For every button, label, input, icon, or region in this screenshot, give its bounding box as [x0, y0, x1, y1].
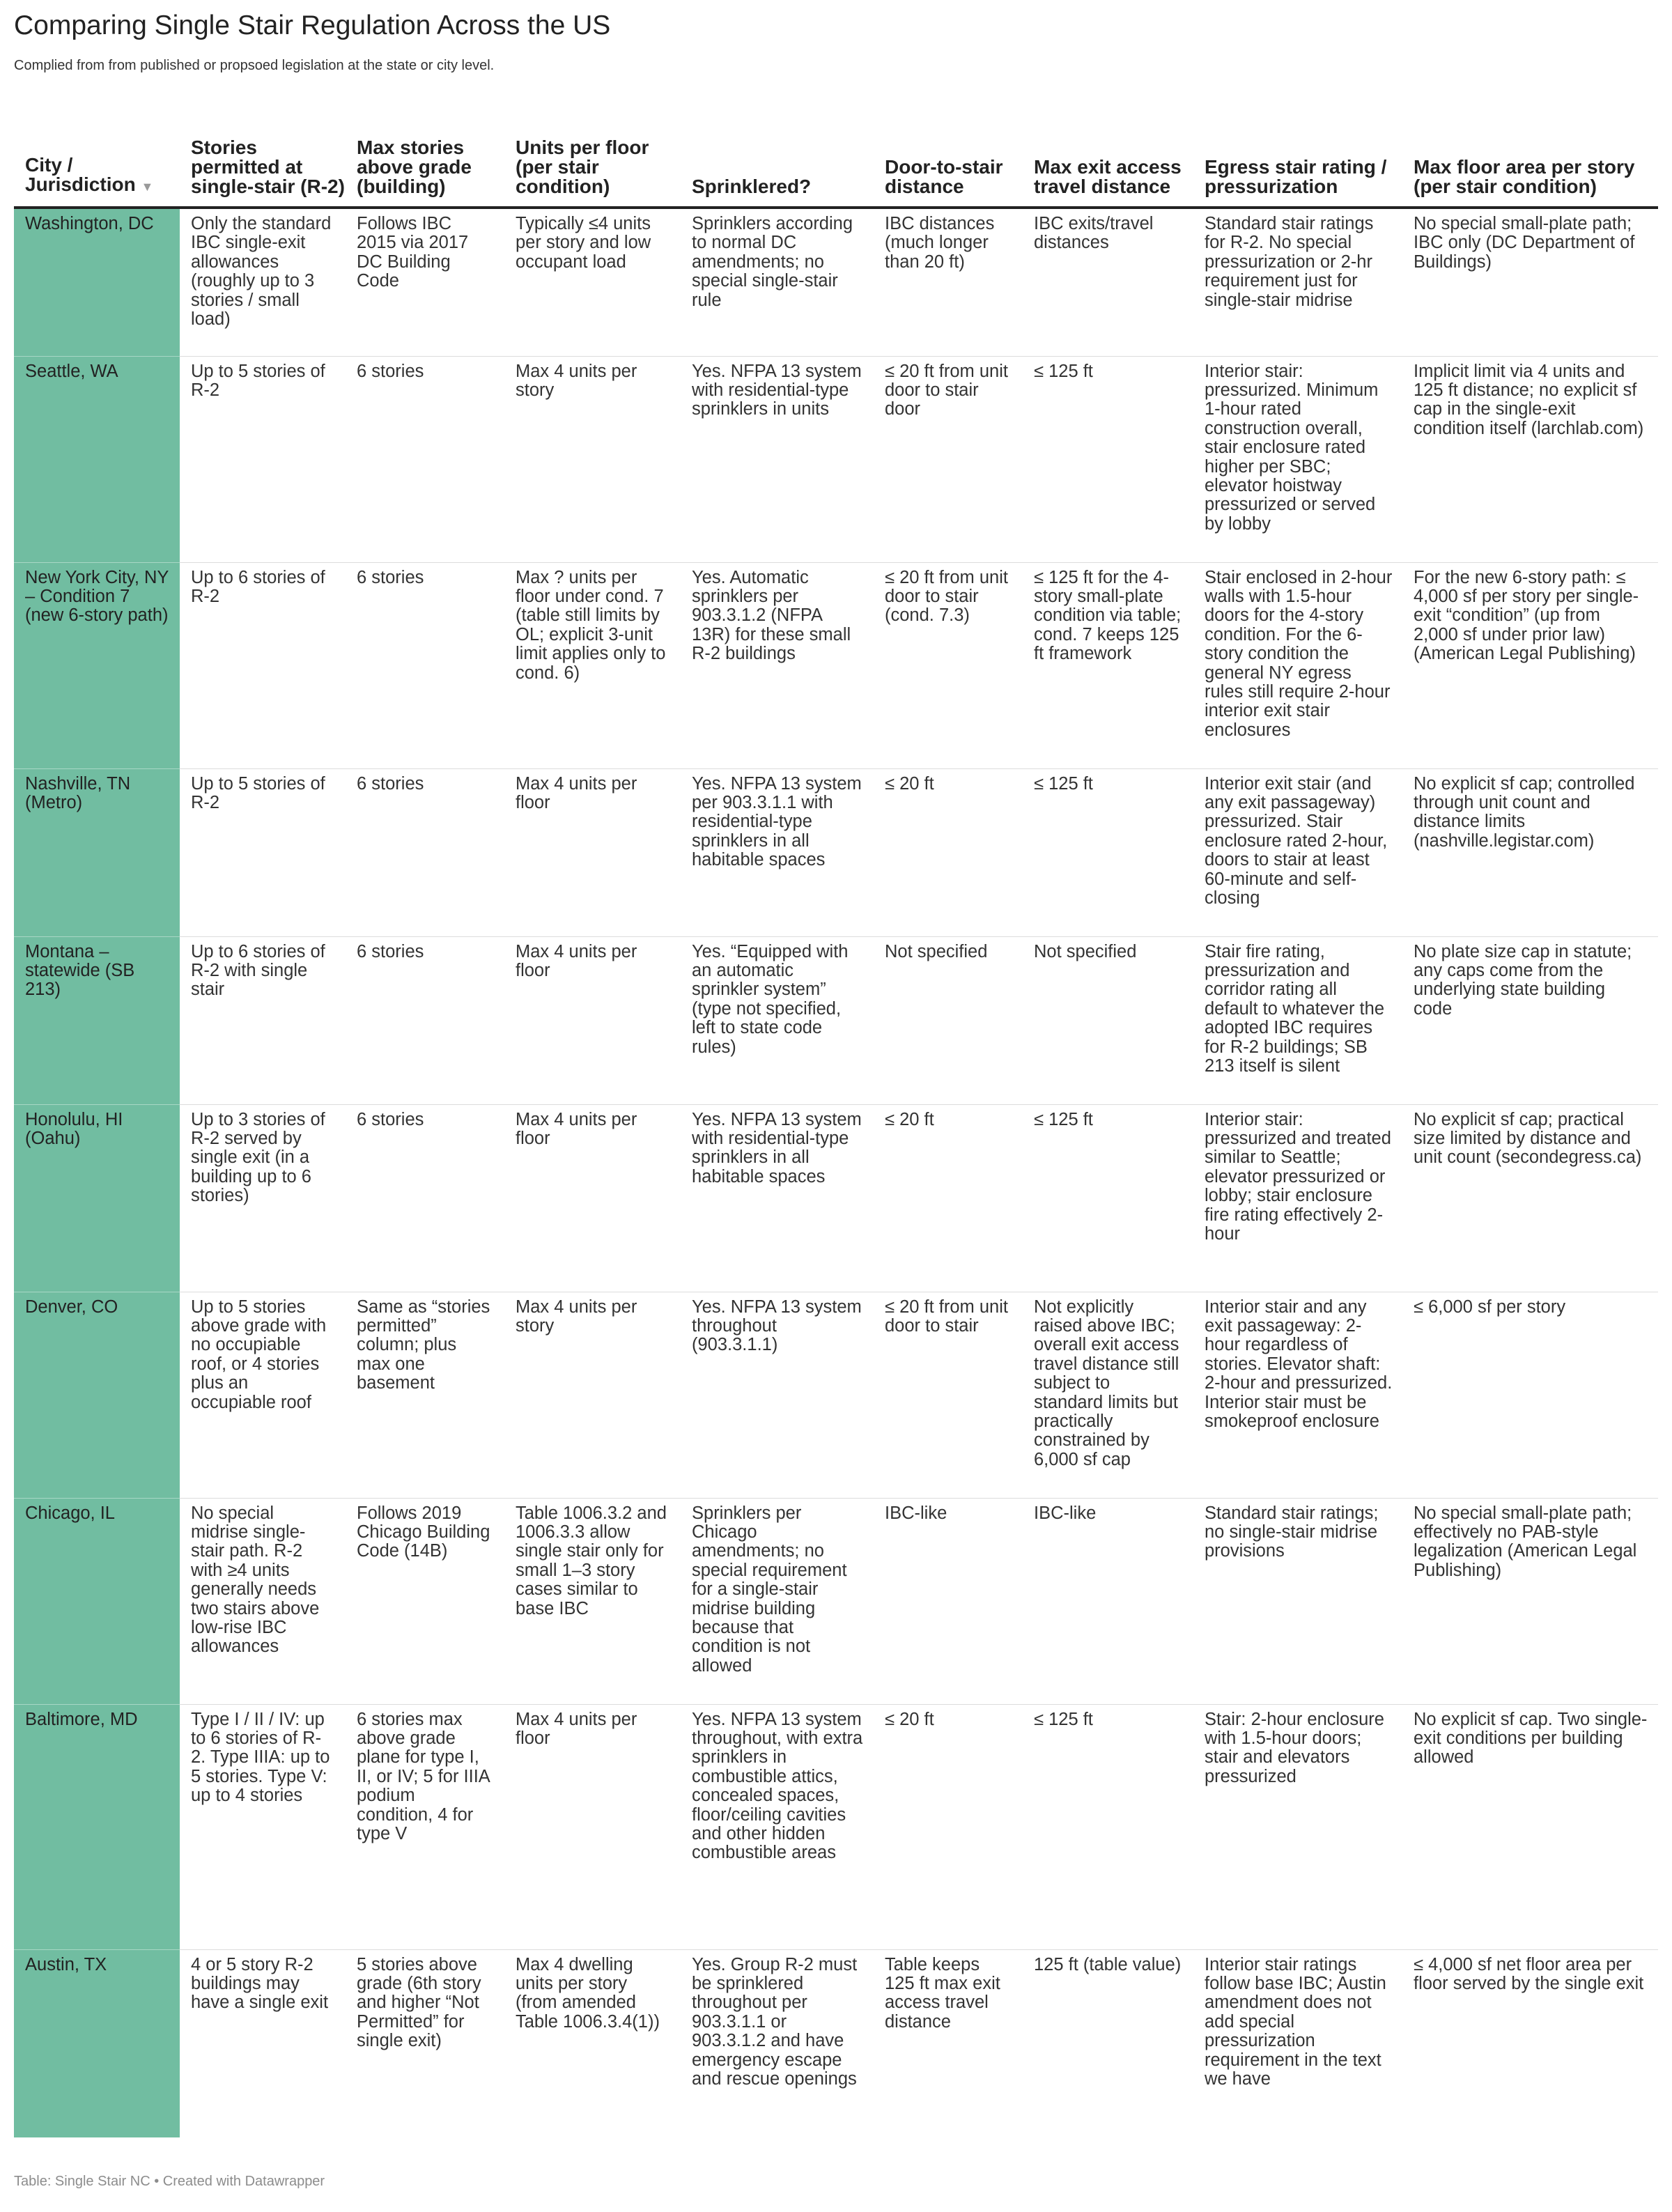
cell-stories: Up to 5 stories of R-2	[180, 768, 346, 936]
cell-units: Max 4 units per floor	[504, 1104, 681, 1292]
cell-stair-rating: Interior stair and any exit passageway: 2-hour regardless of stories. Elevator shaft: 2-hour and pressurized. Interior stair must be smokeproof enclosure	[1193, 1292, 1402, 1498]
cell-sprinklered: Yes. NFPA 13 system throughout, with extra sprinklers in combustible attics, concealed spaces, floor/ceiling cavities and other hidden combustible areas	[681, 1704, 874, 1949]
cell-units: Max 4 units per story	[504, 356, 681, 562]
cell-stair-rating: Stair: 2-hour enclosure with 1.5-hour doors; stair and elevators pressurized	[1193, 1704, 1402, 1949]
cell-sprinklered: Yes. “Equipped with an automatic sprinkler system” (type not specified, left to state code rules)	[681, 936, 874, 1104]
table-row	[14, 1949, 1658, 2137]
cell-travel-distance: IBC exits/travel distances	[1023, 208, 1193, 356]
cell-travel-distance: ≤ 125 ft	[1023, 356, 1193, 562]
cell-stair-rating: Interior stair: pressurized. Minimum 1-hour rated construction overall, stair enclosure rated higher per SBC; elevator hoistway pressurized or served by lobby	[1193, 356, 1402, 562]
cell-door-distance: ≤ 20 ft from unit door to stair door	[874, 356, 1023, 562]
cell-floor-area: No explicit sf cap; controlled through unit count and distance limits (nashville.legistar.com)	[1402, 768, 1658, 936]
cell-max-stories: Follows 2019 Chicago Building Code (14B)	[346, 1498, 504, 1704]
cell-city: Seattle, WA	[14, 356, 180, 562]
cell-travel-distance: ≤ 125 ft	[1023, 1104, 1193, 1292]
cell-sprinklered: Sprinklers per Chicago amendments; no special requirement for a single-stair midrise building because that condition is not allowed	[681, 1498, 874, 1704]
column-header-stories: Stories permitted at single-stair (R-2)	[180, 111, 346, 208]
cell-travel-distance: ≤ 125 ft	[1023, 1704, 1193, 1949]
cell-city: Washington, DC	[14, 208, 180, 356]
page-subtitle: Complied from from published or propsoed legislation at the state or city level.	[14, 58, 495, 73]
column-header-city[interactable]: City / Jurisdiction ▼	[14, 111, 180, 208]
cell-floor-area: ≤ 6,000 sf per story	[1402, 1292, 1658, 1498]
cell-city: Chicago, IL	[14, 1498, 180, 1704]
regulation-table	[14, 111, 1658, 2137]
cell-units: Max 4 units per story	[504, 1292, 681, 1498]
cell-max-stories: 6 stories	[346, 562, 504, 768]
cell-floor-area: Implicit limit via 4 units and 125 ft distance; no explicit sf cap in the single-exit condition itself (larchlab.com)	[1402, 356, 1658, 562]
table-row	[14, 936, 1658, 1104]
cell-city: Honolulu, HI (Oahu)	[14, 1104, 180, 1292]
cell-door-distance: ≤ 20 ft from unit door to stair	[874, 1292, 1023, 1498]
cell-units: Typically ≤4 units per story and low occupant load	[504, 208, 681, 356]
column-header-units: Units per floor (per stair condition)	[504, 111, 681, 208]
cell-door-distance: ≤ 20 ft	[874, 1104, 1023, 1292]
table-row	[14, 1104, 1658, 1292]
cell-stair-rating: Standard stair ratings for R-2. No special pressurization or 2-hr requirement just for single-stair midrise	[1193, 208, 1402, 356]
cell-city: Austin, TX	[14, 1949, 180, 2137]
column-header-sprinklered: Sprinklered?	[681, 111, 874, 208]
cell-door-distance: IBC-like	[874, 1498, 1023, 1704]
cell-sprinklered: Yes. NFPA 13 system with residential-type sprinklers in all habitable spaces	[681, 1104, 874, 1292]
cell-city: Montana – statewide (SB 213)	[14, 936, 180, 1104]
cell-sprinklered: Yes. NFPA 13 system with residential-type sprinklers in units	[681, 356, 874, 562]
cell-units: Max ? units per floor under cond. 7 (table still limits by OL; explicit 3-unit limit applies only to cond. 6)	[504, 562, 681, 768]
cell-stories: Up to 3 stories of R-2 served by single exit (in a building up to 6 stories)	[180, 1104, 346, 1292]
cell-sprinklered: Yes. Automatic sprinklers per 903.3.1.2 (NFPA 13R) for these small R-2 buildings	[681, 562, 874, 768]
table-row	[14, 1498, 1658, 1704]
table-row	[14, 562, 1658, 768]
cell-travel-distance: ≤ 125 ft for the 4-story small-plate condition via table; cond. 7 keeps 125 ft framework	[1023, 562, 1193, 768]
cell-max-stories: 6 stories	[346, 356, 504, 562]
cell-max-stories: Same as “stories permitted” column; plus max one basement	[346, 1292, 504, 1498]
cell-sprinklered: Yes. NFPA 13 system throughout (903.3.1.1)	[681, 1292, 874, 1498]
cell-max-stories: 5 stories above grade (6th story and higher “Not Permitted” for single exit)	[357, 1954, 481, 2051]
cell-sprinklered: Sprinklers according to normal DC amendments; no special single-stair rule	[681, 208, 874, 356]
cell-floor-area: No plate size cap in statute; any caps come from the underlying state building code	[1402, 936, 1658, 1104]
cell-max-stories: 6 stories	[346, 936, 504, 1104]
cell-sprinklered: Yes. NFPA 13 system per 903.3.1.1 with residential-type sprinklers in all habitable spaces	[681, 768, 874, 936]
cell-max-stories: 6 stories	[346, 1104, 504, 1292]
cell-stories: No special midrise single-stair path. R-2 with ≥4 units generally needs two stairs above low-rise IBC allowances	[180, 1498, 346, 1704]
cell-stories: Up to 6 stories of R-2	[180, 562, 346, 768]
cell-floor-area: ≤ 4,000 sf net floor area per floor served by the single exit	[1414, 1954, 1644, 1993]
cell-door-distance: Table keeps 125 ft max exit access travel distance	[885, 1954, 1000, 2032]
cell-stair-rating: Interior stair: pressurized and treated similar to Seattle; elevator pressurized or lobby; stair enclosure fire rating effectively 2-hour	[1193, 1104, 1402, 1292]
cell-travel-distance: Not specified	[1023, 936, 1193, 1104]
column-header-door-distance: Door-to-stair distance	[874, 111, 1023, 208]
cell-stories: Type I / II / IV: up to 6 stories of R-2. Type IIIA: up to 5 stories. Type V: up to 4 stories	[180, 1704, 346, 1949]
table-row	[14, 768, 1658, 936]
column-header-max-stories: Max stories above grade (building)	[346, 111, 504, 208]
column-header-travel-distance: Max exit access travel distance	[1023, 111, 1193, 208]
cell-door-distance: Not specified	[874, 936, 1023, 1104]
cell-door-distance: ≤ 20 ft	[874, 1704, 1023, 1949]
table-row	[14, 356, 1658, 562]
cell-units: Table 1006.3.2 and 1006.3.3 allow single stair only for small 1–3 story cases similar to base IBC	[504, 1498, 681, 1704]
page-title: Comparing Single Stair Regulation Across the US	[14, 10, 611, 40]
cell-city: Baltimore, MD	[14, 1704, 180, 1949]
cell-city: Denver, CO	[14, 1292, 180, 1498]
cell-units: Max 4 dwelling units per story (from amended Table 1006.3.4(1))	[516, 1954, 660, 2032]
cell-stair-rating: Interior stair ratings follow base IBC; Austin amendment does not add special pressurization requirement in the text we have	[1205, 1954, 1386, 2089]
cell-city: New York City, NY – Condition 7 (new 6-story path)	[14, 562, 180, 768]
column-header-floor-area: Max floor area per story (per stair condition)	[1402, 111, 1658, 208]
cell-travel-distance: Not explicitly raised above IBC; overall exit access travel distance still subject to standard limits but practically constrained by 6,000 sf cap	[1023, 1292, 1193, 1498]
cell-max-stories: 6 stories	[346, 768, 504, 936]
cell-stories: Up to 5 stories of R-2	[180, 356, 346, 562]
cell-travel-distance: ≤ 125 ft	[1023, 768, 1193, 936]
cell-stair-rating: Interior exit stair (and any exit passageway) pressurized. Stair enclosure rated 2-hour, doors to stair at least 60-minute and self-closing	[1193, 768, 1402, 936]
cell-door-distance: ≤ 20 ft	[874, 768, 1023, 936]
cell-travel-distance: 125 ft (table value)	[1034, 1954, 1182, 1974]
cell-floor-area: No special small-plate path; IBC only (DC Department of Buildings)	[1402, 208, 1658, 356]
cell-floor-area: For the new 6-story path: ≤ 4,000 sf per story per single-exit “condition” (up from 2,000 sf under prior law) (American Legal Publishing)	[1402, 562, 1658, 768]
column-header-stair-rating: Egress stair rating / pressurization	[1193, 111, 1402, 208]
cell-sprinklered: Yes. Group R-2 must be sprinklered throughout per 903.3.1.1 or 903.3.1.2 and have emergency escape and rescue openings	[692, 1954, 858, 2089]
cell-units: Max 4 units per floor	[504, 1704, 681, 1949]
cell-stair-rating: Stair enclosed in 2-hour walls with 1.5-hour doors for the 4-story condition. For the 6-story condition the general NY egress rules still require 2-hour interior exit stair enclosures	[1193, 562, 1402, 768]
cell-units: Max 4 units per floor	[504, 768, 681, 936]
cell-stories: Only the standard IBC single-exit allowances (roughly up to 3 stories / small load)	[180, 208, 346, 356]
table-row	[14, 1704, 1658, 1949]
cell-floor-area: No special small-plate path; effectively no PAB-style legalization (American Legal Publishing)	[1402, 1498, 1658, 1704]
table-row	[14, 208, 1658, 356]
cell-door-distance: IBC distances (much longer than 20 ft)	[874, 208, 1023, 356]
cell-stories: Up to 5 stories above grade with no occupiable roof, or 4 stories plus an occupiable roof	[180, 1292, 346, 1498]
table-row	[14, 1292, 1658, 1498]
cell-max-stories: Follows IBC 2015 via 2017 DC Building Code	[346, 208, 504, 356]
cell-stories: Up to 6 stories of R-2 with single stair	[180, 936, 346, 1104]
cell-floor-area: No explicit sf cap. Two single-exit conditions per building allowed	[1402, 1704, 1658, 1949]
cell-door-distance: ≤ 20 ft from unit door to stair (cond. 7.3)	[874, 562, 1023, 768]
cell-city: Nashville, TN (Metro)	[14, 768, 180, 936]
table-header-row	[14, 111, 1658, 208]
cell-floor-area: No explicit sf cap; practical size limited by distance and unit count (secondegress.ca)	[1402, 1104, 1658, 1292]
cell-stories: 4 or 5 story R-2 buildings may have a single exit	[191, 1954, 329, 2013]
table-footer-credit: Table: Single Stair NC • Created with Datawrapper	[14, 2174, 325, 2189]
cell-stair-rating: Standard stair ratings; no single-stair midrise provisions	[1193, 1498, 1402, 1704]
cell-travel-distance: IBC-like	[1023, 1498, 1193, 1704]
cell-stair-rating: Stair fire rating, pressurization and corridor rating all default to whatever the adopted IBC requires for R-2 buildings; SB 213 itself is silent	[1193, 936, 1402, 1104]
cell-units: Max 4 units per floor	[504, 936, 681, 1104]
cell-max-stories: 6 stories max above grade plane for type I, II, or IV; 5 for IIIA podium condition, 4 for type V	[346, 1704, 504, 1949]
sort-down-icon[interactable]: ▼	[141, 180, 154, 194]
